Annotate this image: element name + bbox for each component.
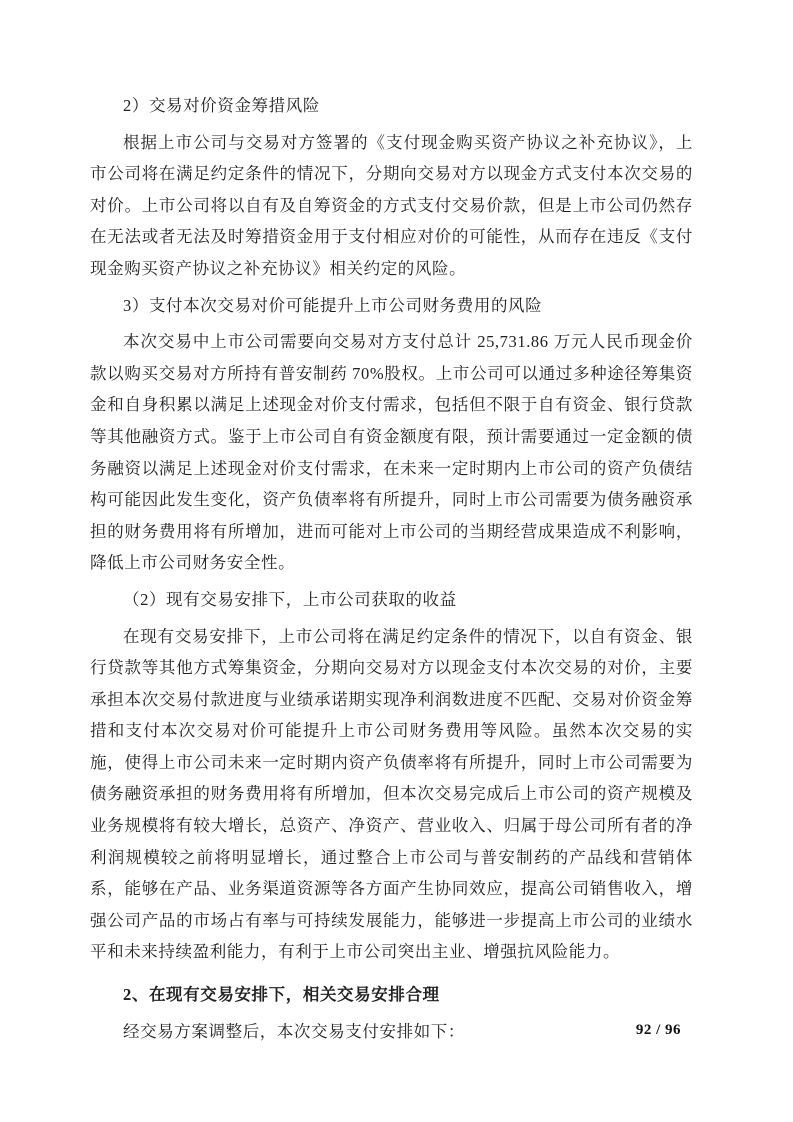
subheading-company-benefit: （2）现有交易安排下，上市公司获取的收益: [123, 589, 457, 609]
section-heading-arrangement-reasonable: 2、在现有交易安排下，相关交易安排合理: [123, 985, 440, 1005]
paragraph-funding-risk: 根据上市公司与交易对方签署的《支付现金购买资产协议之补充协议》，上市公司将在满足约定条件的情况下，分期向交易对方以现金方式支付本次交易的对价。上市公司将以自有及自筹资金的方式支付交易价款，但是上市公司仍然存在无法或者无法及时筹措资金用于支付相应对价的可能性，从而存在违反《支付现金购买资产协议之补充协议》相关约定的风险。: [90, 132, 693, 278]
paragraph-finance-cost-risk: 本次交易中上市公司需要向交易对方支付总计 25,731.86 万元人民币现金价款以购买交易对方所持有普安制药 70%股权。上市公司可以通过多种途径筹集资金和自身积累以满足上述现金对价支付需求，包括但不限于自有资金、银行贷款等其他融资方式。鉴于上市公司自有资金额度有限，预计需要通过一定金额的债务融资以满足上述现金对价支付需求，在未来一定时期内上市公司的资产负债结构可能因此发生变化，资产负债率将有所提升，同时上市公司需要为债务融资承担的财务费用将有所增加，进而可能对上市公司的当期经营成果造成不利影响，降低上市公司财务安全性。: [90, 332, 693, 573]
page-number: 92 / 96: [635, 1022, 681, 1038]
risk-subheading-funding: 2）交易对价资金筹措风险: [123, 96, 320, 115]
paragraph-company-benefit: 在现有交易安排下，上市公司将在满足约定条件的情况下，以自有资金、银行贷款等其他方式筹集资金，分期向交易对方以现金支付本次交易的对价，主要承担本次交易付款进度与业绩承诺期实现净利润数进度不匹配、交易对价资金筹措和支付本次交易对价可能提升上市公司财务费用等风险。虽然本次交易的实施，使得上市公司未来一定时期内资产负债率将有所提升，同时上市公司需要为债务融资承担的财务费用将有所增加，但本次交易完成后上市公司的资产规模及业务规模将有较大增长，总资产、净资产、营业收入、归属于母公司所有者的净利润规模较之前将明显增长，通过整合上市公司与普安制药的产品线和营销体系，能够在产品、业务渠道资源等各方面产生协同效应，提高公司销售收入，增强公司产品的市场占有率与可持续发展能力，能够进一步提高上市公司的业绩水平和未来持续盈利能力，有利于上市公司突出主业、增强抗风险能力。: [90, 626, 693, 962]
risk-subheading-finance-cost: 3）支付本次交易对价可能提升上市公司财务费用的风险: [123, 295, 543, 315]
document-body: [90, 90, 693, 1047]
paragraph-payment-arrangement-intro: 经交易方案调整后，本次交易支付安排如下：: [123, 1021, 465, 1041]
